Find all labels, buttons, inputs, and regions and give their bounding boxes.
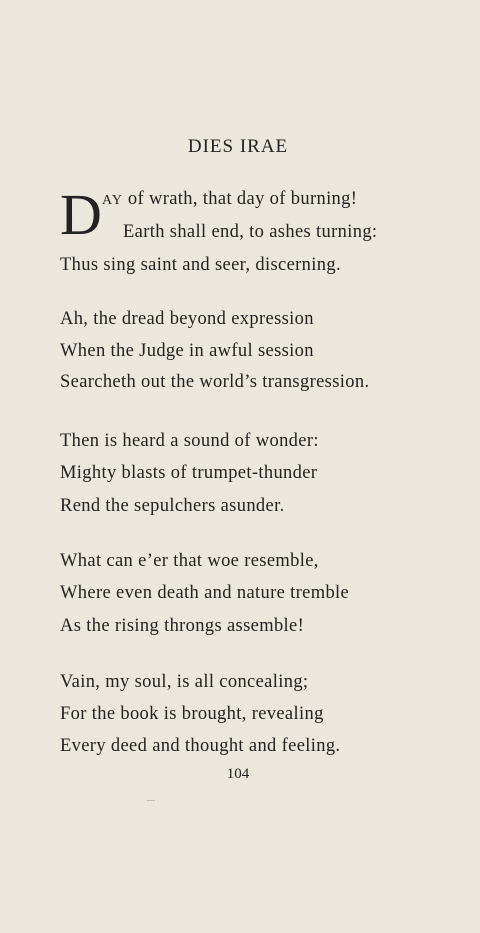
poem-line: Vain, my soul, is all concealing;	[60, 672, 309, 692]
page-number: 104	[226, 766, 250, 782]
poem-line: Then is heard a sound of wonder:	[60, 431, 319, 451]
first-word-smallcaps: AY	[102, 193, 123, 208]
poem-line	[102, 189, 357, 210]
poem-line: As the rising throngs assemble!	[60, 616, 305, 636]
poem-line: Earth shall end, to ashes turning:	[123, 222, 378, 242]
first-line-rest: of wrath, that day of burning!	[122, 189, 358, 209]
poem-line: Ah, the dread beyond expression	[60, 309, 314, 329]
poem-line: Every deed and thought and feeling.	[60, 736, 341, 756]
poem-title: DIES IRAE	[187, 136, 289, 157]
poem-line: When the Judge in awful session	[60, 341, 314, 361]
poem-line: Mighty blasts of trumpet-thunder	[60, 463, 318, 483]
drop-cap: D	[60, 182, 102, 247]
poem-line: Rend the sepulchers asunder.	[60, 496, 285, 516]
poem-line: Where even death and nature tremble	[60, 583, 350, 603]
poem-line: What can e’er that woe resemble,	[60, 551, 319, 571]
poem-line: For the book is brought, revealing	[60, 704, 324, 724]
poem-line: Thus sing saint and seer, discerning.	[60, 255, 341, 275]
paper-speck	[147, 800, 155, 801]
poem-line: Searcheth out the world’s transgression.	[60, 372, 370, 392]
